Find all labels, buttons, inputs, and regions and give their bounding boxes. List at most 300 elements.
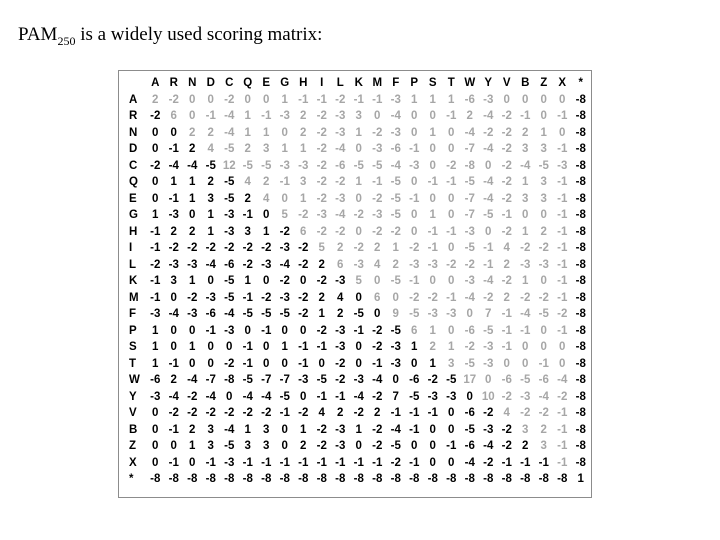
matrix-row — [128, 108, 590, 125]
matrix-cell: -2 — [501, 275, 512, 288]
matrix-cell: 1 — [429, 357, 436, 370]
matrix-cell: -2 — [501, 143, 512, 156]
matrix-cell: -5 — [409, 390, 420, 403]
matrix-cell: 1 — [189, 192, 196, 205]
matrix-cell: 0 — [355, 225, 362, 238]
matrix-cell: 2 — [503, 258, 510, 271]
matrix-cell: -1 — [279, 407, 290, 420]
matrix-cell: -2 — [316, 126, 327, 139]
matrix-cell: -2 — [316, 143, 327, 156]
matrix-cell: -1 — [557, 291, 568, 304]
matrix-cell: 2 — [429, 341, 436, 354]
matrix-cell: -5 — [224, 440, 235, 453]
row-header: X — [129, 456, 137, 469]
column-header: A — [151, 77, 160, 90]
matrix-cell: 0 — [355, 357, 362, 370]
matrix-cell: -5 — [242, 308, 253, 321]
matrix-cell: -3 — [187, 308, 198, 321]
matrix-cell: -5 — [464, 176, 475, 189]
matrix-cell: 5 — [355, 275, 362, 288]
matrix-cell: 0 — [281, 423, 288, 436]
matrix-cell: -4 — [353, 390, 364, 403]
matrix-cell: 0 — [170, 324, 177, 337]
matrix-cell: -3 — [520, 258, 531, 271]
matrix-cell: -4 — [538, 390, 549, 403]
matrix-cell: -2 — [501, 440, 512, 453]
matrix-cell: -8 — [575, 159, 586, 172]
matrix-cell: 6 — [337, 258, 344, 271]
matrix-cell: -2 — [557, 390, 568, 403]
matrix-cell: 2 — [189, 126, 196, 139]
matrix-cell: -1 — [520, 456, 531, 469]
matrix-cell: -1 — [409, 275, 420, 288]
matrix-cell: -8 — [261, 473, 272, 486]
row-header: T — [129, 357, 137, 370]
title-prefix: PAM — [18, 24, 58, 45]
matrix-cell: 0 — [374, 308, 381, 321]
matrix-cell: -1 — [242, 209, 253, 222]
matrix-cell: -3 — [372, 209, 383, 222]
matrix-cell: -3 — [335, 126, 346, 139]
matrix-cell: -1 — [168, 143, 179, 156]
matrix-cell: 1 — [263, 126, 270, 139]
matrix-cell: 2 — [244, 143, 251, 156]
matrix-cell: -4 — [483, 192, 494, 205]
matrix-cell: -1 — [501, 324, 512, 337]
matrix-cell: -1 — [557, 423, 568, 436]
matrix-cell: 0 — [429, 143, 436, 156]
matrix-cell: -2 — [316, 440, 327, 453]
matrix-cell: 1 — [244, 275, 251, 288]
matrix-cell: -3 — [483, 341, 494, 354]
matrix-corner — [128, 75, 146, 92]
matrix-cell: -4 — [335, 143, 346, 156]
matrix-cell: -2 — [168, 407, 179, 420]
row-header: Z — [129, 440, 137, 453]
matrix-cell: -6 — [538, 374, 549, 387]
matrix-cell: -4 — [335, 209, 346, 222]
matrix-cell: -5 — [261, 159, 272, 172]
matrix-cell: -3 — [446, 390, 457, 403]
matrix-cell: -8 — [575, 324, 586, 337]
matrix-cell: -5 — [464, 423, 475, 436]
matrix-cell: 0 — [170, 126, 177, 139]
matrix-cell: 0 — [559, 126, 566, 139]
matrix-cell: 3 — [522, 423, 529, 436]
matrix-cell: -3 — [520, 390, 531, 403]
matrix-cell: -4 — [390, 423, 401, 436]
matrix-cell: -5 — [483, 209, 494, 222]
matrix-cell: -5 — [353, 159, 364, 172]
row-header: E — [129, 192, 137, 205]
matrix-cell: -8 — [575, 209, 586, 222]
matrix-cell: -8 — [224, 374, 235, 387]
matrix-cell: -2 — [150, 159, 161, 172]
matrix-cell: 1 — [522, 275, 529, 288]
matrix-cell: -1 — [557, 275, 568, 288]
matrix-cell: 0 — [355, 143, 362, 156]
matrix-cell: 2 — [300, 440, 307, 453]
matrix-cell: 0 — [152, 456, 159, 469]
matrix-cell: -2 — [353, 209, 364, 222]
matrix-cell: -3 — [372, 143, 383, 156]
matrix-cell: 2 — [207, 126, 214, 139]
matrix-cell: 0 — [300, 324, 307, 337]
matrix-cell: -5 — [224, 176, 235, 189]
matrix-cell: 0 — [411, 225, 418, 238]
matrix-cell: -4 — [464, 456, 475, 469]
matrix-cell: -4 — [279, 258, 290, 271]
matrix-cell: -3 — [335, 423, 346, 436]
matrix-cell: -1 — [316, 456, 327, 469]
matrix-cell: -1 — [150, 291, 161, 304]
matrix-cell: 1 — [448, 341, 455, 354]
matrix-cell: -2 — [483, 456, 494, 469]
matrix-cell: 0 — [152, 440, 159, 453]
matrix-cell: -5 — [538, 159, 549, 172]
matrix-cell: -8 — [464, 159, 475, 172]
matrix-cell: -2 — [205, 407, 216, 420]
matrix-cell: 0 — [170, 341, 177, 354]
matrix-cell: -1 — [168, 456, 179, 469]
matrix-cell: 2 — [189, 225, 196, 238]
matrix-row — [128, 323, 590, 340]
matrix-cell: 0 — [448, 143, 455, 156]
matrix-cell: -2 — [520, 407, 531, 420]
matrix-cell: -2 — [353, 242, 364, 255]
row-header: R — [129, 110, 138, 123]
matrix-cell: -8 — [483, 473, 494, 486]
matrix-cell: -4 — [483, 143, 494, 156]
matrix-cell: 0 — [485, 374, 492, 387]
matrix-cell: -1 — [390, 407, 401, 420]
matrix-cell: -1 — [557, 209, 568, 222]
matrix-cell: -5 — [390, 176, 401, 189]
matrix-cell: -2 — [316, 324, 327, 337]
matrix-cell: -3 — [427, 258, 438, 271]
matrix-cell: -1 — [557, 143, 568, 156]
matrix-row — [128, 125, 590, 142]
matrix-cell: 0 — [152, 176, 159, 189]
matrix-cell: 3 — [207, 423, 214, 436]
matrix-cell: -1 — [168, 192, 179, 205]
column-header: N — [188, 77, 197, 90]
matrix-cell: 0 — [170, 291, 177, 304]
row-header: P — [129, 324, 137, 337]
matrix-cell: -4 — [390, 110, 401, 123]
matrix-cell: -5 — [205, 159, 216, 172]
matrix-cell: -3 — [483, 423, 494, 436]
matrix-row — [128, 339, 590, 356]
matrix-cell: -1 — [298, 93, 309, 106]
matrix-cell: 0 — [189, 110, 196, 123]
matrix-cell: -1 — [409, 456, 420, 469]
matrix-cell: 1 — [392, 242, 399, 255]
matrix-cell: -1 — [483, 242, 494, 255]
matrix-cell: -7 — [279, 374, 290, 387]
matrix-cell: -3 — [168, 258, 179, 271]
matrix-cell: 1 — [207, 225, 214, 238]
matrix-row — [128, 273, 590, 290]
matrix-cell: 0 — [448, 192, 455, 205]
matrix-cell: -4 — [483, 275, 494, 288]
matrix-cell: -7 — [205, 374, 216, 387]
matrix-cell: -7 — [464, 209, 475, 222]
matrix-cell: 2 — [189, 143, 196, 156]
matrix-cell: 0 — [411, 440, 418, 453]
matrix-cell: -3 — [224, 209, 235, 222]
matrix-cell: -3 — [390, 126, 401, 139]
matrix-cell: -2 — [335, 93, 346, 106]
matrix-cell: 0 — [522, 357, 529, 370]
matrix-cell: 2 — [522, 126, 529, 139]
matrix-cell: -1 — [557, 456, 568, 469]
matrix-cell: 3 — [300, 176, 307, 189]
matrix-cell: -8 — [150, 473, 161, 486]
matrix-cell: -8 — [575, 126, 586, 139]
column-header: M — [372, 77, 383, 90]
matrix-cell: -1 — [335, 390, 346, 403]
matrix-cell: -1 — [538, 357, 549, 370]
matrix-cell: -2 — [316, 225, 327, 238]
matrix-cell: -3 — [538, 258, 549, 271]
matrix-row — [128, 158, 590, 175]
matrix-cell: -2 — [501, 192, 512, 205]
matrix-cell: -8 — [575, 440, 586, 453]
matrix-cell: -3 — [150, 390, 161, 403]
matrix-cell: -4 — [483, 110, 494, 123]
matrix-cell: 2 — [170, 374, 177, 387]
matrix-cell: -2 — [261, 291, 272, 304]
matrix-cell: 0 — [540, 324, 547, 337]
matrix-cell: 0 — [355, 192, 362, 205]
matrix-cell: 1 — [411, 341, 418, 354]
column-header: G — [280, 77, 290, 90]
matrix-cell: 1 — [263, 225, 270, 238]
matrix-cell: 2 — [337, 308, 344, 321]
matrix-cell: -2 — [168, 93, 179, 106]
matrix-cell: -4 — [464, 126, 475, 139]
matrix-cell: -1 — [372, 456, 383, 469]
matrix-cell: -6 — [150, 374, 161, 387]
matrix-cell: 0 — [281, 192, 288, 205]
matrix-cell: -2 — [150, 110, 161, 123]
matrix-cell: 0 — [411, 110, 418, 123]
matrix-cell: -2 — [187, 390, 198, 403]
matrix-cell: 1 — [152, 209, 159, 222]
matrix-cell: 1 — [355, 126, 362, 139]
matrix-cell: 0 — [522, 209, 529, 222]
matrix-cell: -5 — [390, 440, 401, 453]
matrix-cell: -1 — [520, 324, 531, 337]
matrix-cell: 0 — [189, 357, 196, 370]
matrix-cell: -5 — [446, 374, 457, 387]
matrix-cell: -8 — [575, 192, 586, 205]
matrix-cell: 6 — [300, 225, 307, 238]
pam250-matrix-table — [128, 75, 590, 488]
matrix-cell: -8 — [557, 473, 568, 486]
matrix-cell: -6 — [464, 93, 475, 106]
matrix-cell: -1 — [150, 225, 161, 238]
matrix-cell: -2 — [464, 258, 475, 271]
matrix-cell: -8 — [575, 110, 586, 123]
matrix-cell: -4 — [483, 176, 494, 189]
matrix-cell: 2 — [244, 192, 251, 205]
matrix-cell: -2 — [501, 176, 512, 189]
matrix-cell: -2 — [242, 258, 253, 271]
matrix-cell: -3 — [427, 390, 438, 403]
matrix-cell: -1 — [205, 110, 216, 123]
matrix-cell: -1 — [557, 110, 568, 123]
matrix-cell: -1 — [242, 341, 253, 354]
matrix-cell: -1 — [501, 456, 512, 469]
matrix-cell: 3 — [448, 357, 455, 370]
matrix-cell: -2 — [242, 407, 253, 420]
matrix-cell: -1 — [501, 308, 512, 321]
matrix-row — [128, 207, 590, 224]
matrix-cell: 3 — [263, 423, 270, 436]
matrix-cell: -2 — [224, 93, 235, 106]
matrix-cell: -2 — [298, 308, 309, 321]
matrix-cell: 1 — [244, 423, 251, 436]
matrix-cell: -2 — [501, 126, 512, 139]
column-header: B — [521, 77, 530, 90]
row-header: C — [129, 159, 138, 172]
matrix-cell: 0 — [429, 192, 436, 205]
matrix-cell: -1 — [557, 192, 568, 205]
matrix-cell: -5 — [353, 308, 364, 321]
matrix-cell: 0 — [522, 93, 529, 106]
matrix-cell: 0 — [244, 324, 251, 337]
matrix-cell: -3 — [224, 456, 235, 469]
matrix-cell: 3 — [244, 440, 251, 453]
matrix-cell: 7 — [392, 390, 399, 403]
matrix-cell: 0 — [281, 440, 288, 453]
matrix-cell: -8 — [427, 473, 438, 486]
matrix-cell: -5 — [224, 275, 235, 288]
row-header: * — [129, 473, 134, 486]
matrix-cell: 0 — [429, 423, 436, 436]
matrix-cell: -2 — [335, 176, 346, 189]
matrix-cell: -4 — [224, 110, 235, 123]
matrix-cell: 0 — [226, 341, 233, 354]
matrix-cell: -3 — [390, 357, 401, 370]
matrix-cell: -1 — [409, 143, 420, 156]
matrix-cell: 1 — [318, 308, 325, 321]
matrix-cell: 0 — [540, 209, 547, 222]
matrix-cell: 0 — [244, 93, 251, 106]
matrix-cell: 0 — [152, 192, 159, 205]
matrix-cell: -1 — [427, 242, 438, 255]
matrix-cell: -2 — [372, 390, 383, 403]
matrix-cell: 3 — [540, 176, 547, 189]
matrix-cell: -1 — [427, 225, 438, 238]
matrix-cell: -2 — [538, 242, 549, 255]
matrix-row — [128, 372, 590, 389]
matrix-cell: -2 — [483, 126, 494, 139]
matrix-cell: 1 — [189, 176, 196, 189]
matrix-cell: 2 — [466, 110, 473, 123]
matrix-cell: -2 — [224, 407, 235, 420]
matrix-row — [128, 405, 590, 422]
matrix-cell: -2 — [279, 225, 290, 238]
matrix-cell: -4 — [168, 390, 179, 403]
matrix-cell: -1 — [205, 456, 216, 469]
matrix-cell: -2 — [261, 242, 272, 255]
matrix-cell: 4 — [318, 407, 325, 420]
matrix-cell: -8 — [575, 275, 586, 288]
column-header: C — [225, 77, 234, 90]
matrix-cell: -1 — [261, 324, 272, 337]
column-header: Q — [243, 77, 253, 90]
row-header: Q — [129, 176, 138, 189]
matrix-cell: -2 — [464, 341, 475, 354]
row-header: I — [129, 242, 133, 255]
matrix-cell: 0 — [448, 324, 455, 337]
matrix-cell: -2 — [483, 291, 494, 304]
matrix-cell: -2 — [520, 242, 531, 255]
matrix-cell: 0 — [189, 93, 196, 106]
matrix-cell: -4 — [187, 374, 198, 387]
matrix-cell: 1 — [189, 275, 196, 288]
matrix-cell: -2 — [316, 192, 327, 205]
matrix-cell: -6 — [224, 258, 235, 271]
matrix-cell: 0 — [263, 93, 270, 106]
matrix-cell: 2 — [207, 176, 214, 189]
matrix-cell: -1 — [409, 423, 420, 436]
matrix-cell: -4 — [242, 390, 253, 403]
matrix-cell: -3 — [353, 258, 364, 271]
column-header: Z — [540, 77, 548, 90]
matrix-cell: -1 — [168, 357, 179, 370]
column-header: X — [558, 77, 567, 90]
matrix-cell: -8 — [316, 473, 327, 486]
matrix-cell: -2 — [316, 159, 327, 172]
matrix-cell: -8 — [575, 225, 586, 238]
matrix-cell: 1 — [281, 93, 288, 106]
matrix-cell: -1 — [557, 440, 568, 453]
matrix-cell: -8 — [575, 456, 586, 469]
matrix-cell: 1 — [448, 93, 455, 106]
matrix-cell: 0 — [300, 390, 307, 403]
row-header: N — [129, 126, 138, 139]
matrix-cell: -1 — [372, 176, 383, 189]
matrix-cell: 0 — [448, 275, 455, 288]
matrix-cell: -5 — [242, 159, 253, 172]
matrix-cell: -8 — [575, 423, 586, 436]
matrix-cell: -2 — [501, 225, 512, 238]
matrix-cell: 4 — [503, 242, 510, 255]
matrix-cell: 0 — [392, 291, 399, 304]
matrix-cell: -2 — [298, 407, 309, 420]
matrix-cell: 1 — [281, 341, 288, 354]
matrix-cell: 0 — [540, 110, 547, 123]
matrix-cell: -4 — [372, 374, 383, 387]
matrix-cell: 0 — [448, 242, 455, 255]
matrix-cell: 3 — [263, 143, 270, 156]
matrix-cell: -1 — [409, 192, 420, 205]
matrix-cell: -8 — [390, 473, 401, 486]
matrix-cell: -5 — [279, 308, 290, 321]
matrix-cell: -4 — [483, 440, 494, 453]
matrix-cell: 0 — [466, 390, 473, 403]
matrix-cell: -1 — [168, 423, 179, 436]
matrix-cell: -2 — [335, 225, 346, 238]
row-header: G — [129, 209, 138, 222]
matrix-cell: 2 — [522, 440, 529, 453]
column-header: F — [392, 77, 400, 90]
matrix-cell: -1 — [298, 341, 309, 354]
